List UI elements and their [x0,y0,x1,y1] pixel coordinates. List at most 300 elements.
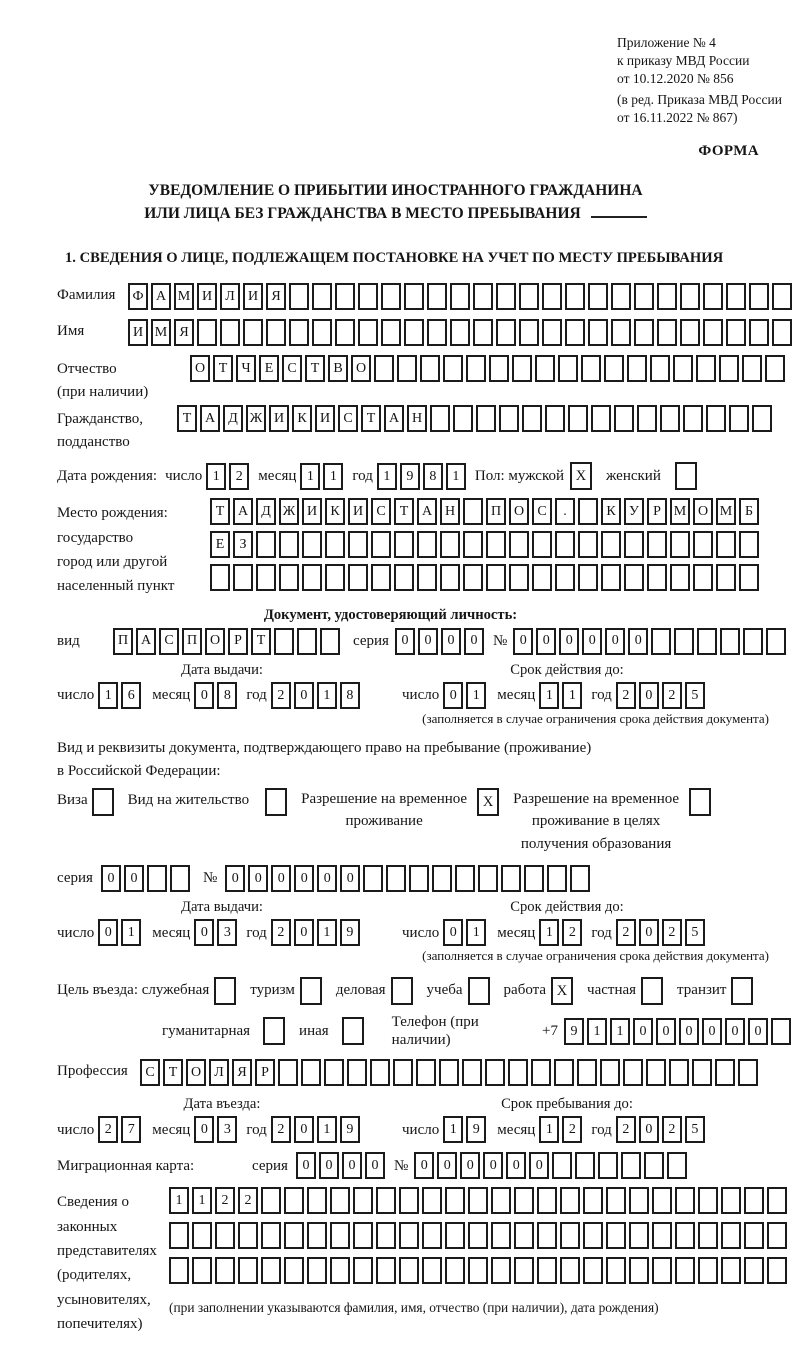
char-cell[interactable]: 8 [423,463,443,490]
char-cell[interactable] [284,1222,304,1249]
char-cell[interactable]: 0 [639,682,659,709]
char-cell[interactable] [667,1152,687,1179]
char-cell[interactable] [416,1059,436,1086]
char-cell[interactable] [417,564,437,591]
char-cell[interactable] [404,319,424,346]
char-cell[interactable] [739,564,759,591]
char-cell[interactable] [601,564,621,591]
char-cell[interactable]: 0 [702,1018,722,1045]
char-cell[interactable]: 0 [317,865,337,892]
char-cell[interactable]: Л [209,1059,229,1086]
char-cell[interactable] [409,865,429,892]
char-cell[interactable] [501,865,521,892]
char-cell[interactable]: 0 [639,1116,659,1143]
purpose-official-checkbox[interactable] [214,977,236,1005]
char-cell[interactable]: 5 [685,682,705,709]
char-cell[interactable] [330,1257,350,1284]
char-cell[interactable]: 2 [562,919,582,946]
char-cell[interactable]: А [136,628,156,655]
char-cell[interactable] [588,283,608,310]
char-cell[interactable] [743,628,763,655]
char-cell[interactable]: 5 [685,1116,705,1143]
char-cell[interactable]: 9 [466,1116,486,1143]
char-cell[interactable] [455,865,475,892]
char-cell[interactable] [524,865,544,892]
char-cell[interactable]: К [601,498,621,525]
char-cell[interactable]: . [555,498,575,525]
char-cell[interactable]: Р [255,1059,275,1086]
char-cell[interactable]: Т [251,628,271,655]
char-cell[interactable] [698,1187,718,1214]
char-cell[interactable]: И [243,283,263,310]
char-cell[interactable] [588,319,608,346]
char-cell[interactable] [466,355,486,382]
char-cell[interactable] [348,564,368,591]
char-cell[interactable] [473,319,493,346]
char-cell[interactable]: 3 [217,1116,237,1143]
char-cell[interactable] [716,564,736,591]
char-cell[interactable] [680,283,700,310]
char-cell[interactable]: М [174,283,194,310]
char-cell[interactable] [657,283,677,310]
char-cell[interactable]: Н [440,498,460,525]
char-cell[interactable]: 0 [340,865,360,892]
char-cell[interactable] [509,531,529,558]
char-cell[interactable]: 0 [248,865,268,892]
char-cell[interactable] [604,355,624,382]
char-cell[interactable]: С [159,628,179,655]
char-cell[interactable] [634,319,654,346]
char-cell[interactable] [578,531,598,558]
char-cell[interactable]: 1 [443,1116,463,1143]
char-cell[interactable] [192,1222,212,1249]
char-cell[interactable] [399,1257,419,1284]
char-cell[interactable]: 0 [294,1116,314,1143]
char-cell[interactable] [749,283,769,310]
char-cell[interactable] [476,405,496,432]
char-cell[interactable]: 1 [466,919,486,946]
char-cell[interactable] [422,1187,442,1214]
char-cell[interactable] [577,1059,597,1086]
char-cell[interactable] [320,628,340,655]
char-cell[interactable]: У [624,498,644,525]
char-cell[interactable]: 2 [215,1187,235,1214]
char-cell[interactable] [629,1222,649,1249]
char-cell[interactable] [697,628,717,655]
char-cell[interactable] [279,531,299,558]
char-cell[interactable]: 2 [562,1116,582,1143]
char-cell[interactable] [542,283,562,310]
char-cell[interactable] [614,405,634,432]
char-cell[interactable] [623,1059,643,1086]
char-cell[interactable] [706,405,726,432]
char-cell[interactable] [621,1152,641,1179]
char-cell[interactable] [719,355,739,382]
char-cell[interactable] [647,531,667,558]
char-cell[interactable]: Т [210,498,230,525]
char-cell[interactable]: 0 [725,1018,745,1045]
sex-male-checkbox[interactable]: X [570,462,592,490]
purpose-transit-checkbox[interactable] [731,977,753,1005]
char-cell[interactable] [330,1187,350,1214]
purpose-study-checkbox[interactable] [468,977,490,1005]
char-cell[interactable] [170,865,190,892]
char-cell[interactable] [611,319,631,346]
char-cell[interactable] [624,531,644,558]
char-cell[interactable] [302,564,322,591]
char-cell[interactable] [674,628,694,655]
char-cell[interactable] [432,865,452,892]
char-cell[interactable] [347,1059,367,1086]
char-cell[interactable] [509,564,529,591]
char-cell[interactable] [744,1187,764,1214]
char-cell[interactable]: 2 [662,1116,682,1143]
char-cell[interactable]: 1 [192,1187,212,1214]
char-cell[interactable] [629,1257,649,1284]
char-cell[interactable]: 0 [513,628,533,655]
char-cell[interactable]: 1 [317,1116,337,1143]
char-cell[interactable]: 1 [377,463,397,490]
char-cell[interactable] [519,283,539,310]
char-cell[interactable] [440,531,460,558]
char-cell[interactable]: 0 [296,1152,316,1179]
char-cell[interactable]: 0 [656,1018,676,1045]
char-cell[interactable] [422,1222,442,1249]
char-cell[interactable]: 0 [194,1116,214,1143]
char-cell[interactable] [274,628,294,655]
char-cell[interactable]: Р [228,628,248,655]
char-cell[interactable] [522,405,542,432]
char-cell[interactable]: Я [266,283,286,310]
char-cell[interactable] [307,1222,327,1249]
char-cell[interactable] [376,1222,396,1249]
char-cell[interactable]: 0 [441,628,461,655]
char-cell[interactable] [284,1257,304,1284]
char-cell[interactable] [598,1152,618,1179]
char-cell[interactable]: Л [220,283,240,310]
char-cell[interactable]: Е [210,531,230,558]
char-cell[interactable] [404,283,424,310]
char-cell[interactable] [560,1257,580,1284]
char-cell[interactable]: 0 [194,682,214,709]
char-cell[interactable] [335,319,355,346]
char-cell[interactable] [430,405,450,432]
char-cell[interactable] [169,1222,189,1249]
char-cell[interactable]: 0 [748,1018,768,1045]
char-cell[interactable] [772,319,792,346]
char-cell[interactable]: 2 [662,682,682,709]
char-cell[interactable] [657,319,677,346]
char-cell[interactable] [535,355,555,382]
char-cell[interactable] [606,1187,626,1214]
char-cell[interactable] [422,1257,442,1284]
char-cell[interactable] [394,564,414,591]
char-cell[interactable]: С [140,1059,160,1086]
char-cell[interactable] [514,1257,534,1284]
char-cell[interactable]: В [328,355,348,382]
char-cell[interactable]: О [190,355,210,382]
char-cell[interactable] [696,355,716,382]
char-cell[interactable] [555,564,575,591]
char-cell[interactable] [683,405,703,432]
char-cell[interactable]: 1 [169,1187,189,1214]
char-cell[interactable] [238,1222,258,1249]
char-cell[interactable]: К [292,405,312,432]
char-cell[interactable] [468,1187,488,1214]
char-cell[interactable] [514,1187,534,1214]
char-cell[interactable]: К [325,498,345,525]
char-cell[interactable]: 2 [238,1187,258,1214]
purpose-work-checkbox[interactable]: X [551,977,573,1005]
char-cell[interactable] [220,319,240,346]
char-cell[interactable] [485,1059,505,1086]
char-cell[interactable] [450,283,470,310]
char-cell[interactable]: Р [647,498,667,525]
char-cell[interactable] [698,1257,718,1284]
char-cell[interactable]: П [113,628,133,655]
char-cell[interactable] [512,355,532,382]
char-cell[interactable] [692,1059,712,1086]
char-cell[interactable]: 0 [639,919,659,946]
char-cell[interactable] [729,405,749,432]
char-cell[interactable]: 0 [464,628,484,655]
char-cell[interactable] [601,531,621,558]
char-cell[interactable] [473,283,493,310]
char-cell[interactable] [552,1152,572,1179]
char-cell[interactable] [660,405,680,432]
char-cell[interactable] [289,283,309,310]
char-cell[interactable]: 2 [616,1116,636,1143]
char-cell[interactable] [652,1257,672,1284]
char-cell[interactable] [720,628,740,655]
char-cell[interactable]: 1 [317,919,337,946]
char-cell[interactable] [600,1059,620,1086]
char-cell[interactable] [491,1222,511,1249]
char-cell[interactable] [575,1152,595,1179]
char-cell[interactable]: С [532,498,552,525]
char-cell[interactable] [669,1059,689,1086]
char-cell[interactable] [744,1222,764,1249]
char-cell[interactable] [532,531,552,558]
char-cell[interactable] [637,405,657,432]
char-cell[interactable]: М [151,319,171,346]
char-cell[interactable]: А [417,498,437,525]
char-cell[interactable]: С [282,355,302,382]
char-cell[interactable]: 8 [217,682,237,709]
char-cell[interactable] [581,355,601,382]
char-cell[interactable] [744,1257,764,1284]
char-cell[interactable]: 0 [443,919,463,946]
char-cell[interactable]: 1 [206,463,226,490]
char-cell[interactable] [578,564,598,591]
char-cell[interactable] [771,1018,791,1045]
char-cell[interactable] [238,1257,258,1284]
char-cell[interactable]: 0 [506,1152,526,1179]
char-cell[interactable] [420,355,440,382]
char-cell[interactable]: З [233,531,253,558]
char-cell[interactable] [440,564,460,591]
char-cell[interactable] [363,865,383,892]
char-cell[interactable] [301,1059,321,1086]
char-cell[interactable] [555,531,575,558]
char-cell[interactable]: 0 [483,1152,503,1179]
char-cell[interactable] [652,1222,672,1249]
char-cell[interactable]: 9 [400,463,420,490]
char-cell[interactable]: И [128,319,148,346]
char-cell[interactable] [394,531,414,558]
char-cell[interactable]: 0 [582,628,602,655]
char-cell[interactable]: 0 [536,628,556,655]
char-cell[interactable] [578,498,598,525]
char-cell[interactable]: 0 [679,1018,699,1045]
char-cell[interactable] [374,355,394,382]
char-cell[interactable]: Ч [236,355,256,382]
char-cell[interactable] [647,564,667,591]
char-cell[interactable] [233,564,253,591]
char-cell[interactable] [611,283,631,310]
char-cell[interactable] [675,1222,695,1249]
char-cell[interactable] [358,283,378,310]
char-cell[interactable]: О [693,498,713,525]
char-cell[interactable] [307,1257,327,1284]
char-cell[interactable] [393,1059,413,1086]
char-cell[interactable] [537,1187,557,1214]
char-cell[interactable]: 6 [121,682,141,709]
char-cell[interactable] [765,355,785,382]
char-cell[interactable] [531,1059,551,1086]
char-cell[interactable] [627,355,647,382]
char-cell[interactable]: П [182,628,202,655]
char-cell[interactable] [537,1222,557,1249]
char-cell[interactable] [675,1257,695,1284]
char-cell[interactable] [468,1222,488,1249]
char-cell[interactable]: 2 [271,1116,291,1143]
char-cell[interactable]: 7 [121,1116,141,1143]
char-cell[interactable] [537,1257,557,1284]
char-cell[interactable] [453,405,473,432]
char-cell[interactable] [532,564,552,591]
char-cell[interactable]: А [233,498,253,525]
char-cell[interactable] [215,1222,235,1249]
char-cell[interactable] [386,865,406,892]
char-cell[interactable] [491,1257,511,1284]
char-cell[interactable]: 0 [395,628,415,655]
char-cell[interactable]: М [670,498,690,525]
char-cell[interactable]: 9 [564,1018,584,1045]
char-cell[interactable]: 0 [559,628,579,655]
char-cell[interactable] [558,355,578,382]
char-cell[interactable] [508,1059,528,1086]
char-cell[interactable] [738,1059,758,1086]
char-cell[interactable] [554,1059,574,1086]
char-cell[interactable]: П [486,498,506,525]
char-cell[interactable] [547,865,567,892]
char-cell[interactable]: Е [259,355,279,382]
char-cell[interactable]: 0 [633,1018,653,1045]
char-cell[interactable] [591,405,611,432]
char-cell[interactable] [335,283,355,310]
char-cell[interactable] [278,1059,298,1086]
sex-female-checkbox[interactable] [675,462,697,490]
char-cell[interactable] [496,283,516,310]
char-cell[interactable]: 0 [443,682,463,709]
char-cell[interactable]: Ж [246,405,266,432]
char-cell[interactable] [353,1222,373,1249]
char-cell[interactable] [243,319,263,346]
char-cell[interactable]: 1 [539,919,559,946]
visa-checkbox[interactable] [92,788,114,816]
char-cell[interactable]: 0 [319,1152,339,1179]
char-cell[interactable] [568,405,588,432]
char-cell[interactable] [279,564,299,591]
char-cell[interactable] [312,283,332,310]
char-cell[interactable]: 2 [98,1116,118,1143]
purpose-other-checkbox[interactable] [342,1017,364,1045]
char-cell[interactable] [726,283,746,310]
char-cell[interactable]: О [509,498,529,525]
char-cell[interactable]: О [205,628,225,655]
char-cell[interactable]: 0 [437,1152,457,1179]
char-cell[interactable]: 1 [317,682,337,709]
char-cell[interactable]: 0 [342,1152,362,1179]
char-cell[interactable] [468,1257,488,1284]
char-cell[interactable] [325,564,345,591]
char-cell[interactable]: 1 [300,463,320,490]
char-cell[interactable] [715,1059,735,1086]
char-cell[interactable]: 1 [562,682,582,709]
char-cell[interactable] [726,319,746,346]
char-cell[interactable]: Б [739,498,759,525]
char-cell[interactable]: 0 [294,682,314,709]
char-cell[interactable] [583,1257,603,1284]
char-cell[interactable]: 0 [294,919,314,946]
char-cell[interactable] [399,1222,419,1249]
char-cell[interactable]: Я [232,1059,252,1086]
char-cell[interactable] [463,498,483,525]
char-cell[interactable]: 0 [194,919,214,946]
char-cell[interactable]: И [302,498,322,525]
char-cell[interactable] [256,564,276,591]
char-cell[interactable]: С [338,405,358,432]
char-cell[interactable] [348,531,368,558]
char-cell[interactable] [499,405,519,432]
char-cell[interactable] [381,283,401,310]
char-cell[interactable] [703,319,723,346]
temp-permit-checkbox[interactable]: X [477,788,499,816]
char-cell[interactable] [670,531,690,558]
char-cell[interactable] [486,531,506,558]
char-cell[interactable] [325,531,345,558]
char-cell[interactable]: Д [223,405,243,432]
char-cell[interactable]: Т [163,1059,183,1086]
char-cell[interactable]: 0 [414,1152,434,1179]
char-cell[interactable] [147,865,167,892]
char-cell[interactable] [606,1222,626,1249]
char-cell[interactable]: 1 [610,1018,630,1045]
char-cell[interactable]: С [371,498,391,525]
char-cell[interactable]: 0 [605,628,625,655]
char-cell[interactable] [651,628,671,655]
char-cell[interactable]: 0 [124,865,144,892]
char-cell[interactable]: 2 [271,919,291,946]
char-cell[interactable] [312,319,332,346]
char-cell[interactable] [439,1059,459,1086]
char-cell[interactable] [284,1187,304,1214]
purpose-business-checkbox[interactable] [391,977,413,1005]
char-cell[interactable] [583,1187,603,1214]
char-cell[interactable]: Т [213,355,233,382]
char-cell[interactable] [721,1222,741,1249]
